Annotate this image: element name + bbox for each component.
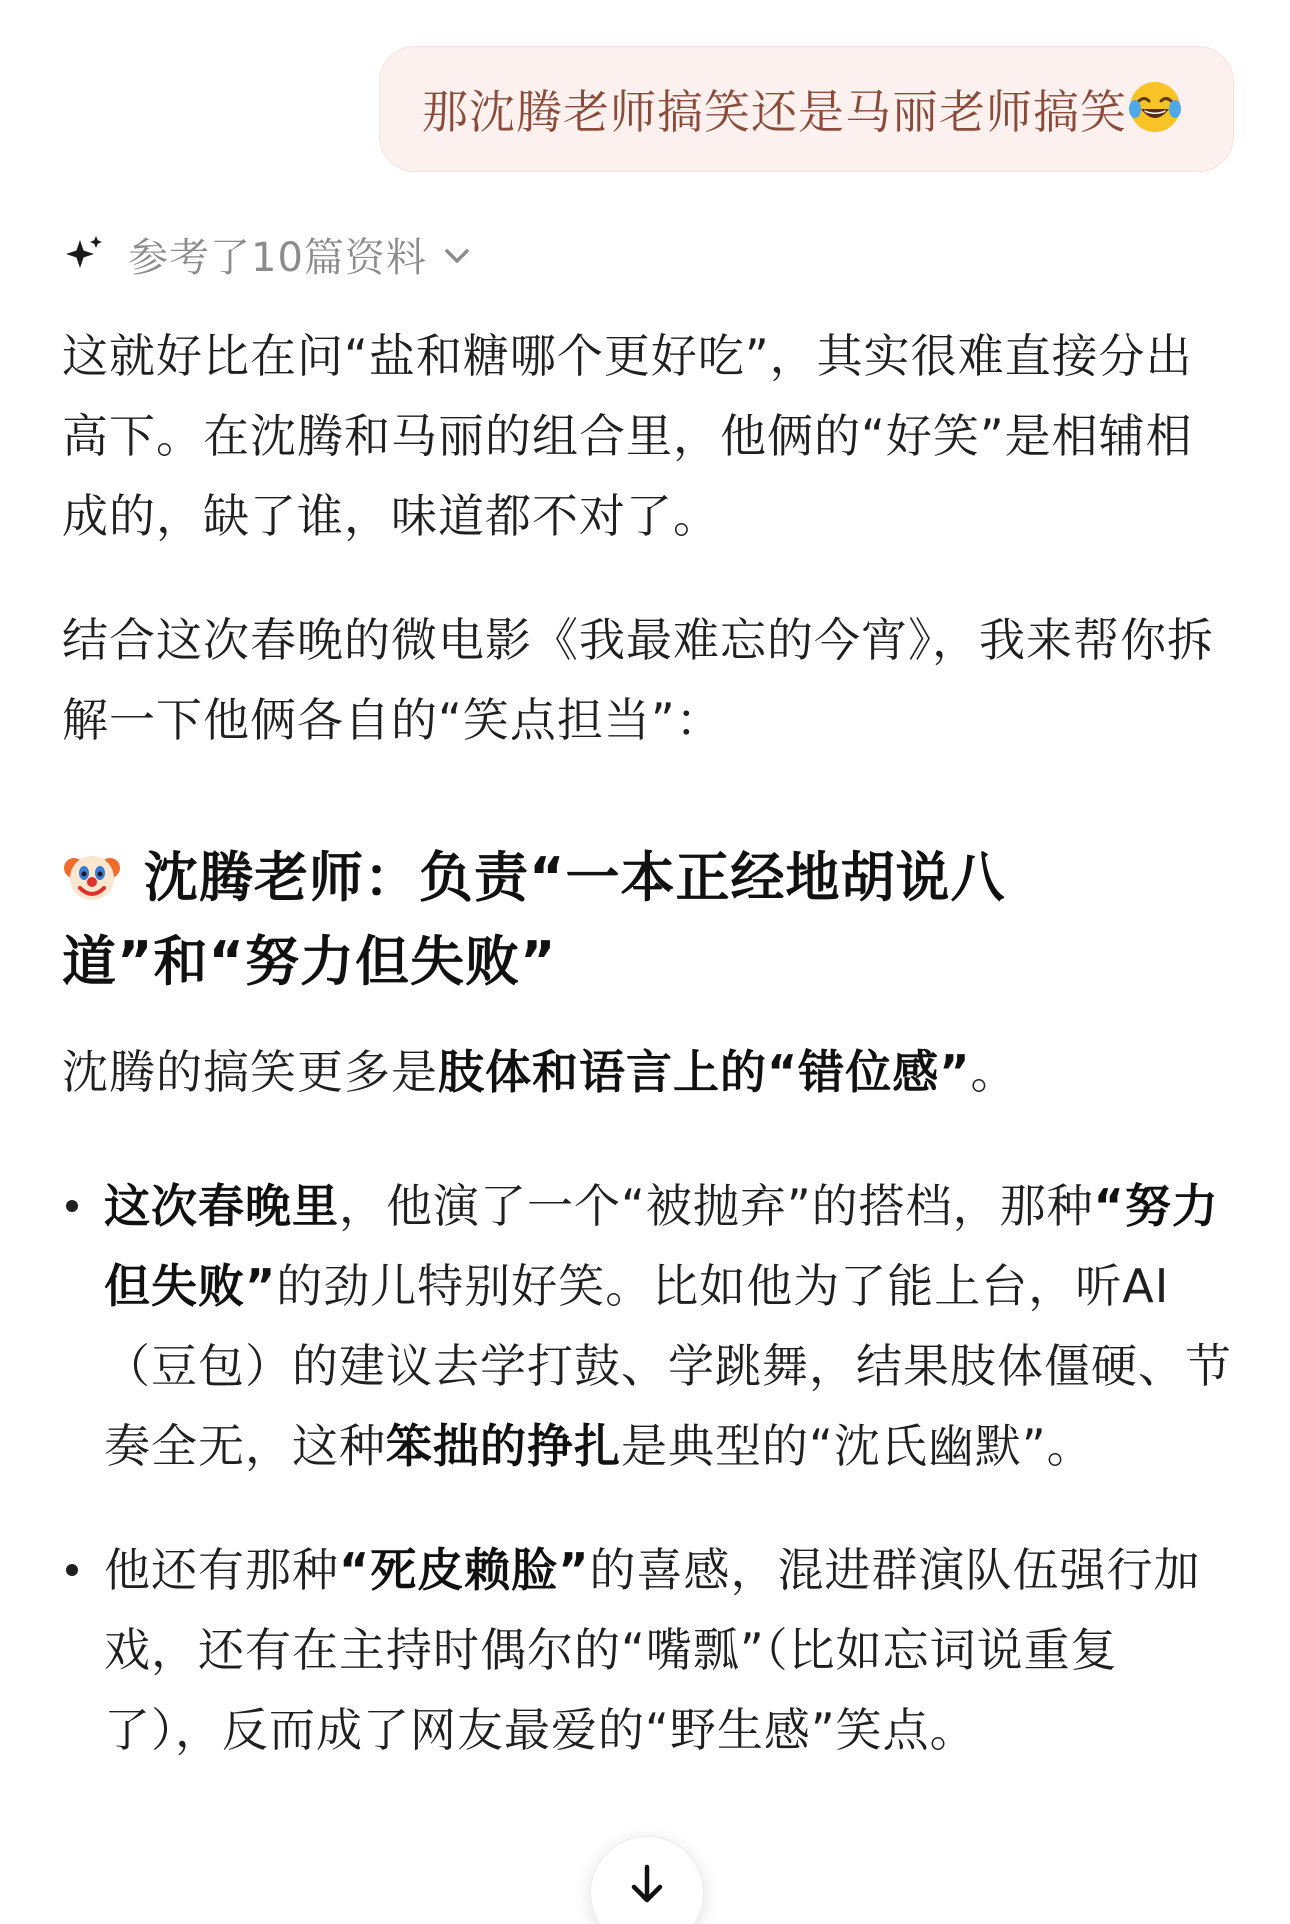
user-message-text: 那沈腾老师搞笑还是马丽老师搞笑 xyxy=(422,85,1127,139)
section-heading xyxy=(62,838,1232,1002)
lead-prefix: 沈腾的搞笑更多是 xyxy=(62,1045,438,1100)
sources-label: 参考了10篇资料 xyxy=(128,234,427,281)
chevron-down-icon xyxy=(437,236,477,276)
bullet-text: 的劲儿特别好笑。比如他为了能上台，听AI（豆包）的建议去学打鼓、学跳舞，结果肢体僵硬、节奏全无，这种 xyxy=(104,1259,1232,1474)
sources-toggle[interactable] xyxy=(62,224,477,284)
section-heading-text: 沈腾老师：负责“一本正经地胡说八道”和“努力但失败” xyxy=(62,846,1006,994)
list-item xyxy=(62,1166,1232,1486)
arrow-down-icon xyxy=(624,1861,670,1907)
user-message-bubble xyxy=(379,46,1234,172)
assistant-answer xyxy=(62,316,1232,1770)
bullet-text: 的喜感，混进群演队伍强行加戏，还有在主持时偶尔的“嘴瓢”（比如忘词说重复了），反而成了网友最爱的“野生感”笑点。 xyxy=(104,1543,1201,1758)
face-with-tears-of-joy-icon xyxy=(1127,79,1183,139)
bullet-bold: 这次春晚里 xyxy=(104,1179,339,1234)
section-lead xyxy=(62,1032,1232,1112)
lead-bold: 肢体和语言上的“错位感” xyxy=(438,1045,971,1100)
bullet-text: 是典型的“沈氏幽默”。 xyxy=(621,1419,1094,1474)
lead-suffix: 。 xyxy=(970,1045,1018,1100)
answer-paragraph-1: 这就好比在问“盐和糖哪个更好吃”，其实很难直接分出高下。在沈腾和马丽的组合里，他俩的“好笑”是相辅相成的，缺了谁，味道都不对了。 xyxy=(62,329,1193,543)
scroll-to-bottom-button[interactable] xyxy=(590,1836,704,1924)
bullet-text: ，他演了一个“被抛弃”的搭档，那种 xyxy=(339,1179,1094,1234)
bullet-bold: “努力但失败” xyxy=(104,1179,1219,1314)
bullet-bold: 笨拙的挣扎 xyxy=(386,1419,621,1474)
answer-paragraph-2: 结合这次春晚的微电影《我最难忘的今宵》，我来帮你拆解一下他俩各自的“笑点担当”： xyxy=(62,613,1214,747)
list-item xyxy=(62,1530,1232,1770)
clown-face-icon xyxy=(62,846,122,928)
bullet-dot xyxy=(66,1564,78,1576)
bullet-text: 他还有那种 xyxy=(104,1543,339,1598)
bullet-dot xyxy=(66,1200,78,1212)
bullet-list xyxy=(62,1166,1232,1770)
bullet-bold: “死皮赖脸” xyxy=(339,1543,590,1598)
sparkle-icon xyxy=(62,232,106,276)
